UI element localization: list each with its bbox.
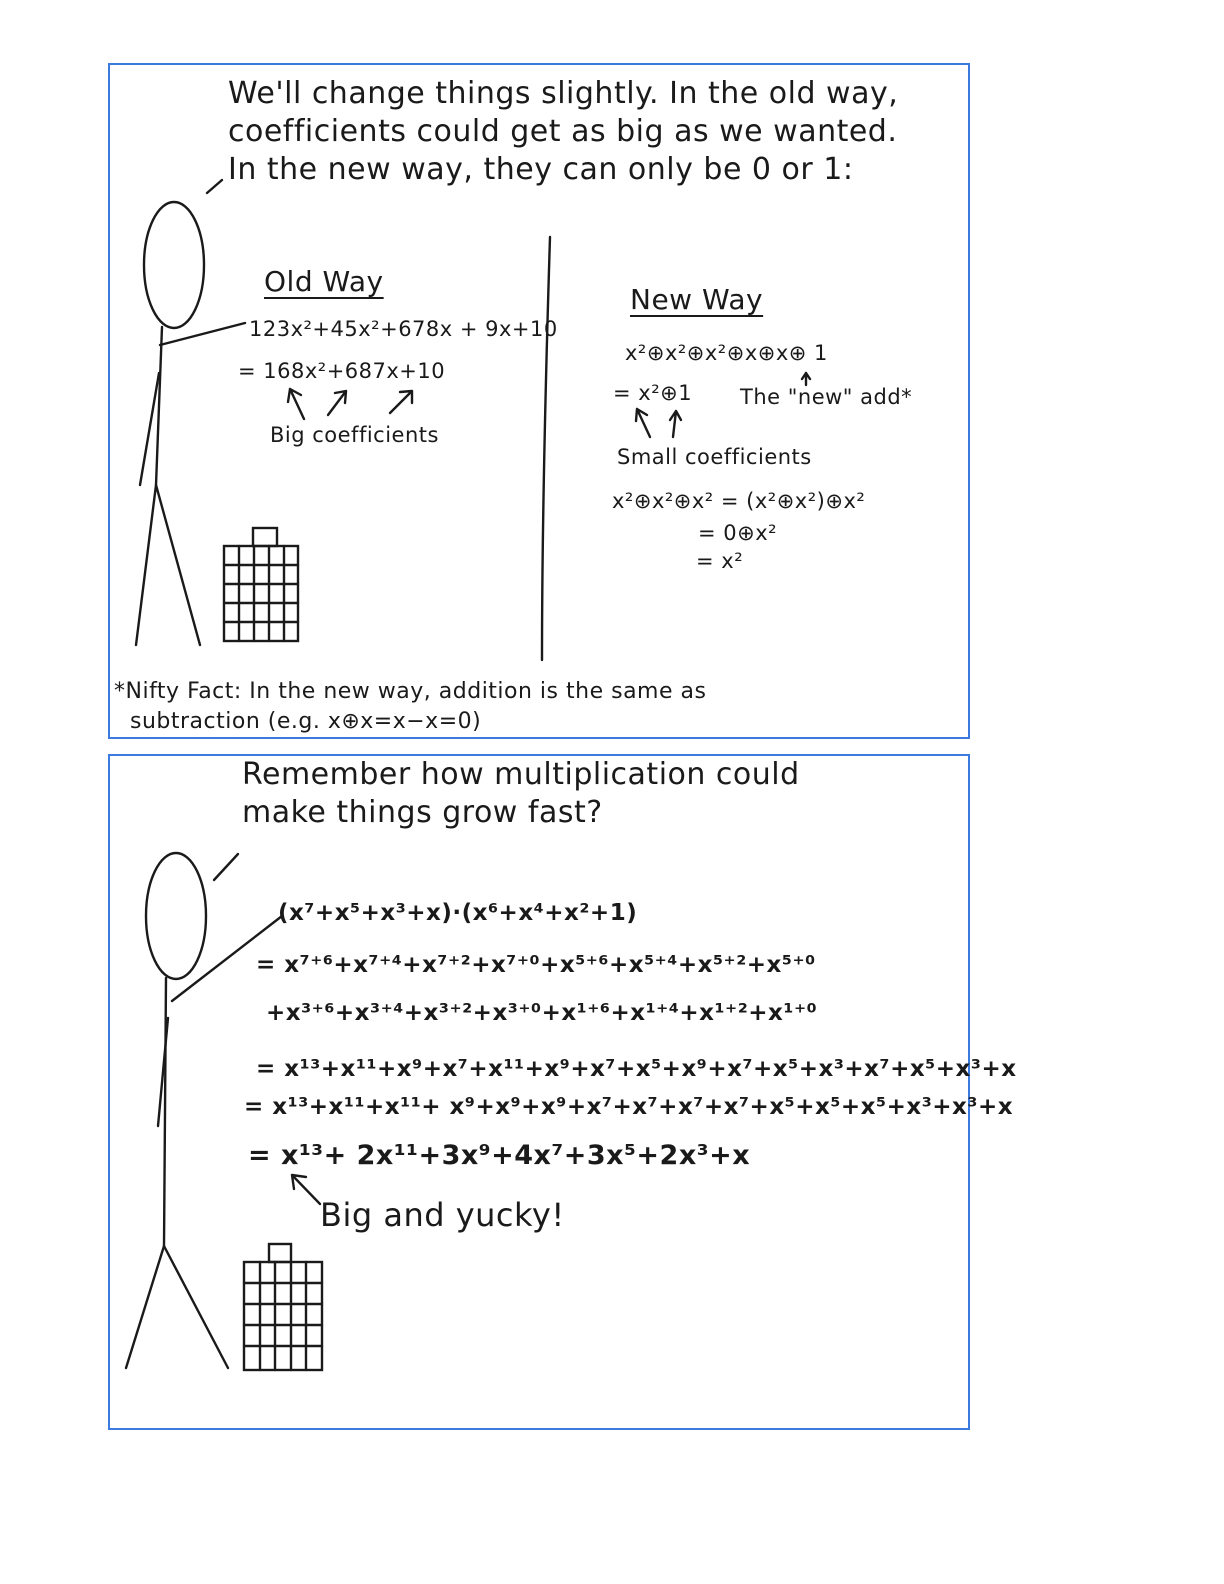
- sorted-line: = x¹³+x¹¹+x¹¹+ x⁹+x⁹+x⁹+x⁷+x⁷+x⁷+x⁷+x⁵+x⁵+x⁵+x³+x³+x: [244, 1094, 1014, 1120]
- footnote-line: subtraction (e.g. x⊕x=x−x=0): [130, 709, 482, 734]
- simplified-line: = x¹³+x¹¹+x⁹+x⁷+x¹¹+x⁹+x⁷+x⁵+x⁹+x⁷+x⁵+x³+x⁷+x⁵+x³+x: [256, 1056, 1017, 1082]
- stick-figure-legs: [126, 1246, 228, 1368]
- footnote-line: *Nifty Fact: In the new way, addition is the same as: [114, 679, 707, 704]
- speech-line: We'll change things slightly. In the old way,: [228, 76, 899, 111]
- new-way-heading: New Way: [630, 283, 764, 316]
- final-result: = x¹³+ 2x¹¹+3x⁹+4x⁷+3x⁵+2x³+x: [248, 1140, 751, 1171]
- stick-figure-body: [156, 327, 162, 485]
- trash-can-icon: [244, 1244, 322, 1370]
- stick-figure-head: [144, 202, 204, 328]
- new-way-example-step: = 0⊕x²: [698, 521, 778, 545]
- speech-tick: [214, 854, 238, 880]
- old-way-equation: 123x²+45x²+678x + 9x+10: [249, 317, 558, 341]
- old-way-label: Big coefficients: [270, 423, 439, 447]
- arrow-icon: [288, 389, 412, 419]
- stick-figure-arm: [158, 1018, 168, 1126]
- expansion-line: = x⁷⁺⁶+x⁷⁺⁴+x⁷⁺²+x⁷⁺⁰+x⁵⁺⁶+x⁵⁺⁴+x⁵⁺²+x⁵⁺⁰: [256, 952, 816, 978]
- new-way-result: = x²⊕1: [613, 381, 693, 405]
- product-equation: (x⁷+x⁵+x³+x)·(x⁶+x⁴+x²+1): [278, 900, 638, 926]
- stick-figure-legs: [136, 485, 200, 645]
- speech-tick: [207, 180, 222, 193]
- new-way-example: x²⊕x²⊕x² = (x²⊕x²)⊕x²: [612, 489, 866, 513]
- stick-figure-arm-pointing: [160, 323, 245, 345]
- new-way-label: Small coefficients: [617, 445, 812, 469]
- speech-line: make things grow fast?: [242, 795, 603, 830]
- big-and-yucky-label: Big and yucky!: [320, 1196, 565, 1234]
- comic-panel-multiplication: [108, 754, 1017, 1430]
- expansion-line: +x³⁺⁶+x³⁺⁴+x³⁺²+x³⁺⁰+x¹⁺⁶+x¹⁺⁴+x¹⁺²+x¹⁺⁰: [266, 1000, 818, 1026]
- comic-panel-old-vs-new-way: [108, 63, 970, 739]
- stick-figure-head: [146, 853, 206, 979]
- trash-can-icon: [224, 528, 298, 641]
- speech-line: coefficients could get as big as we wanted.: [228, 114, 898, 149]
- stick-figure-body: [164, 978, 166, 1246]
- old-way-heading: Old Way: [264, 265, 384, 298]
- old-way-result: = 168x²+687x+10: [238, 359, 446, 383]
- arrow-icon: [292, 1175, 320, 1204]
- speech-line: Remember how multiplication could: [242, 757, 800, 792]
- divider-line: [542, 237, 550, 660]
- new-way-equation: x²⊕x²⊕x²⊕x⊕x⊕ 1: [625, 341, 828, 365]
- speech-line: In the new way, they can only be 0 or 1:: [228, 152, 854, 187]
- new-way-example-result: = x²: [696, 549, 744, 573]
- new-add-label: The "new" add*: [740, 385, 913, 409]
